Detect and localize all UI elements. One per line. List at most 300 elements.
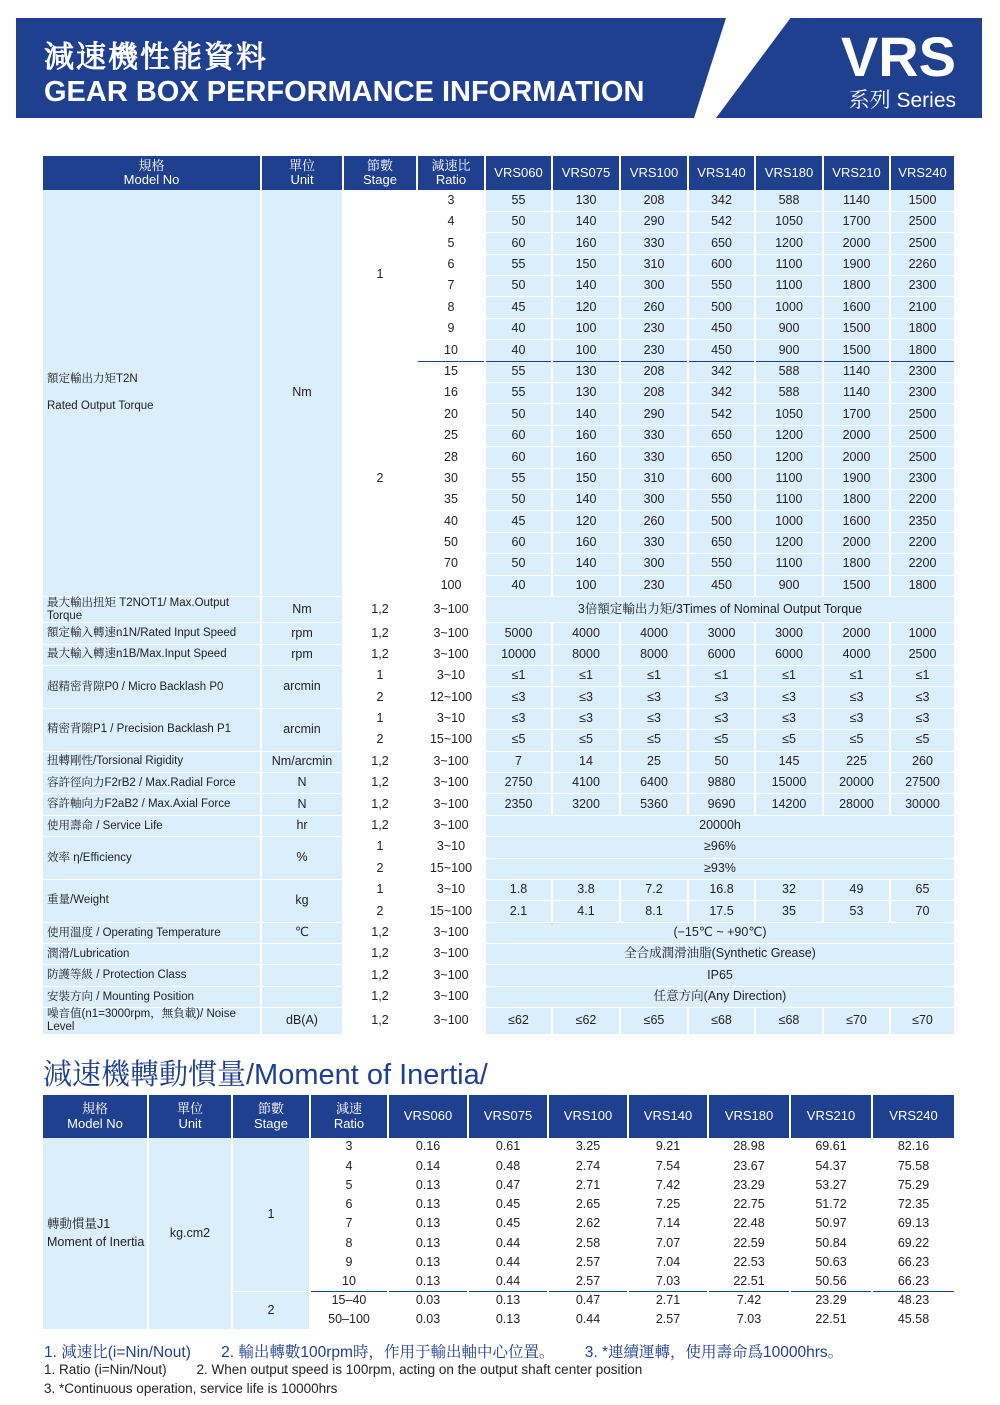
max_speed-value: 6000 [755,644,823,665]
table-row [43,772,955,793]
precision_backlash-value: ≤5 [620,730,688,751]
table-row [43,965,955,986]
torque-value: 650 [688,425,755,446]
ratio-cell: 20 [417,404,485,425]
torque-value: 330 [620,425,688,446]
table-row [43,922,955,943]
inertia-value: 22.75 [708,1196,790,1215]
ratio-cell: 6 [310,1196,388,1215]
torque-value: 1500 [823,575,890,596]
rated-torque-label-zh: 額定輸出力矩T2N [47,373,138,386]
inertia-value: 0.13 [388,1215,468,1234]
max_speed-value: 4000 [823,644,890,665]
max_torque-ratio: 3~100 [417,596,485,622]
ratio-cell: 15 [417,361,485,382]
radial-value: 27500 [890,772,955,793]
col-model-2: VRS100 [548,1095,628,1138]
torque-value: 140 [552,489,620,510]
torque-value: 150 [552,254,620,275]
ratio-cell: 7 [310,1215,388,1234]
axial-stage: 1,2 [343,794,417,815]
table-row [43,837,955,858]
noise-label: 噪音值(n1=3000rpm，無負載)/ Noise Level [43,1008,261,1034]
rated_speed-value: 4000 [552,623,620,644]
torque-value: 100 [552,318,620,339]
inertia-value: 69.61 [790,1138,872,1157]
ratio-cell: 10 [417,340,485,361]
precision_backlash-value: ≤3 [890,708,955,729]
precision_backlash-label: 精密背隙P1 / Precision Backlash P1 [43,708,261,751]
torque-value: 208 [620,383,688,404]
lubrication-stage: 1,2 [343,944,417,965]
torque-value: 130 [552,383,620,404]
torque-value: 1200 [755,425,823,446]
rated_speed-value: 1000 [890,623,955,644]
inertia-value: 0.13 [388,1253,468,1272]
ratio-cell: 9 [310,1253,388,1272]
inertia-value: 22.51 [708,1272,790,1291]
table-row [43,1008,955,1034]
efficiency-stage: 1 [343,837,417,858]
rated_speed-unit: rpm [261,623,343,644]
torque-value: 2000 [823,233,890,254]
life-stage: 1,2 [343,815,417,836]
torque-value: 2500 [890,404,955,425]
inertia-value: 0.61 [468,1138,548,1157]
rigidity-ratio: 3~100 [417,751,485,772]
rigidity-label: 扭轉剛性/Torsional Rigidity [43,751,261,772]
max_speed-unit: rpm [261,644,343,665]
weight-value: 17.5 [688,901,755,922]
noise-unit: dB(A) [261,1008,343,1034]
torque-value: 100 [552,575,620,596]
torque-value: 260 [620,297,688,318]
torque-value: 330 [620,233,688,254]
torque-value: 900 [755,575,823,596]
table-row [43,944,955,965]
efficiency-label: 效率 η/Efficiency [43,837,261,880]
table-row [43,596,955,622]
col-model-2: VRS100 [620,156,688,190]
inertia-value: 22.51 [790,1311,872,1330]
inertia-value: 66.23 [872,1272,955,1291]
inertia-value: 0.13 [468,1311,548,1330]
micro_backlash-value: ≤1 [890,665,955,686]
inertia-value: 45.58 [872,1311,955,1330]
torque-value: 2100 [890,297,955,318]
micro_backlash-stage: 1 [343,665,417,686]
protection-value: IP65 [485,965,955,986]
precision_backlash-value: ≤5 [823,730,890,751]
table-row [43,794,955,815]
micro_backlash-stage: 2 [343,687,417,708]
torque-value: 1200 [755,447,823,468]
micro_backlash-value: ≤3 [620,687,688,708]
col-ratio: 減速 Ratio [310,1095,388,1138]
micro_backlash-label: 超精密背隙P0 / Micro Backlash P0 [43,665,261,708]
torque-value: 1800 [890,575,955,596]
col-ratio: 減速比 Ratio [417,156,485,190]
inertia-value: 7.14 [628,1215,708,1234]
efficiency-value: ≥96% [485,837,955,858]
inertia-value: 72.35 [872,1196,955,1215]
inertia-value: 48.23 [872,1292,955,1311]
torque-value: 588 [755,190,823,211]
torque-value: 55 [485,383,552,404]
inertia-value: 7.03 [708,1311,790,1330]
axial-value: 9690 [688,794,755,815]
weight-unit: kg [261,879,343,922]
ratio-cell: 3 [310,1138,388,1157]
axial-ratio: 3~100 [417,794,485,815]
inertia-value: 50.56 [790,1272,872,1291]
rigidity-value: 225 [823,751,890,772]
lubrication-unit [261,944,343,965]
temperature-stage: 1,2 [343,922,417,943]
torque-value: 330 [620,532,688,553]
torque-value: 1200 [755,532,823,553]
torque-value: 550 [688,489,755,510]
noise-value: ≤62 [485,1008,552,1034]
precision_backlash-value: ≤3 [620,708,688,729]
max_speed-value: 2500 [890,644,955,665]
torque-value: 2200 [890,532,955,553]
weight-value: 65 [890,879,955,900]
torque-value: 160 [552,425,620,446]
col-model-6: VRS240 [872,1095,955,1138]
ratio-cell: 15–40 [310,1292,388,1311]
ratio-cell: 8 [310,1234,388,1253]
inertia-value: 7.04 [628,1253,708,1272]
col-model-0: VRS060 [388,1095,468,1138]
precision_backlash-value: ≤3 [552,708,620,729]
footnote-1-en: 1. Ratio (i=Nin/Nout) [44,1362,167,1377]
torque-value: 300 [620,554,688,575]
table-row [43,623,955,644]
inertia-value: 50.63 [790,1253,872,1272]
ratio-cell: 35 [417,489,485,510]
col-stage: 節數 Stage [232,1095,310,1138]
precision_backlash-value: ≤5 [890,730,955,751]
micro_backlash-value: ≤3 [688,687,755,708]
torque-value: 230 [620,575,688,596]
torque-value: 160 [552,233,620,254]
torque-value: 1100 [755,468,823,489]
col-model-3: VRS140 [688,156,755,190]
torque-value: 2200 [890,489,955,510]
inertia-unit: kg.cm2 [148,1138,232,1330]
torque-value: 650 [688,233,755,254]
ratio-cell: 28 [417,447,485,468]
rated_speed-ratio: 3~100 [417,623,485,644]
torque-value: 55 [485,254,552,275]
inertia-value: 28.98 [708,1138,790,1157]
inertia-value: 2.57 [548,1253,628,1272]
inertia-value: 7.54 [628,1157,708,1176]
torque-value: 600 [688,254,755,275]
footnote-3-en: 3. *Continuous operation, service life is 10000hrs [44,1381,338,1396]
footnotes-en [44,1362,668,1377]
inertia-value: 22.53 [708,1253,790,1272]
rated_speed-value: 3000 [755,623,823,644]
table-row [43,815,955,836]
torque-value: 45 [485,297,552,318]
inertia-value: 69.13 [872,1215,955,1234]
torque-value: 50 [485,489,552,510]
ratio-cell: 8 [417,297,485,318]
micro_backlash-value: ≤1 [552,665,620,686]
mounting-stage: 1,2 [343,986,417,1007]
ratio-cell: 3 [417,190,485,211]
torque-value: 450 [688,575,755,596]
table-row [43,1138,955,1157]
max_speed-value: 8000 [620,644,688,665]
torque-value: 40 [485,318,552,339]
micro_backlash-value: ≤1 [755,665,823,686]
torque-value: 60 [485,447,552,468]
col-model: 規格 Model No [43,1095,148,1138]
temperature-label: 使用溫度 / Operating Temperature [43,922,261,943]
torque-value: 542 [688,211,755,232]
mounting-ratio: 3~100 [417,986,485,1007]
weight-label: 重量/Weight [43,879,261,922]
protection-ratio: 3~100 [417,965,485,986]
torque-value: 60 [485,233,552,254]
torque-value: 150 [552,468,620,489]
weight-stage: 2 [343,901,417,922]
weight-value: 4.1 [552,901,620,922]
torque-value: 55 [485,190,552,211]
ratio-cell: 70 [417,554,485,575]
inertia-value: 23.67 [708,1157,790,1176]
torque-value: 1900 [823,468,890,489]
micro_backlash-value: ≤3 [755,687,823,708]
torque-value: 300 [620,489,688,510]
radial-value: 6400 [620,772,688,793]
torque-value: 1100 [755,489,823,510]
inertia-value: 50.84 [790,1234,872,1253]
efficiency-ratio: 15~100 [417,858,485,879]
micro_backlash-value: ≤3 [552,687,620,708]
inertia-header-row [43,1095,955,1138]
lubrication-value: 全合成潤滑油脂(Synthetic Grease) [485,944,955,965]
inertia-value: 0.44 [468,1234,548,1253]
max_speed-value: 8000 [552,644,620,665]
precision_backlash-value: ≤5 [688,730,755,751]
rated_speed-value: 2000 [823,623,890,644]
torque-value: 140 [552,211,620,232]
ratio-cell: 9 [417,318,485,339]
torque-value: 40 [485,575,552,596]
inertia-value: 0.47 [468,1176,548,1195]
inertia-value: 23.29 [708,1176,790,1195]
radial-value: 9880 [688,772,755,793]
efficiency-value: ≥93% [485,858,955,879]
temperature-ratio: 3~100 [417,922,485,943]
ratio-cell: 7 [417,276,485,297]
ratio-cell: 16 [417,383,485,404]
torque-value: 55 [485,468,552,489]
max_speed-value: 10000 [485,644,552,665]
micro_backlash-value: ≤3 [890,687,955,708]
inertia-table [43,1095,956,1330]
col-model-1: VRS075 [552,156,620,190]
stage-2: 2 [343,361,417,596]
torque-value: 120 [552,511,620,532]
series-name: VRS [840,25,956,88]
torque-value: 1140 [823,361,890,382]
torque-value: 2500 [890,447,955,468]
radial-value: 2750 [485,772,552,793]
temperature-unit: ℃ [261,922,343,943]
table-row [43,751,955,772]
torque-value: 1800 [823,489,890,510]
noise-stage: 1,2 [343,1008,417,1034]
inertia-value: 0.44 [548,1311,628,1330]
inertia-value: 53.27 [790,1176,872,1195]
precision_backlash-stage: 2 [343,730,417,751]
lubrication-ratio: 3~100 [417,944,485,965]
weight-value: 16.8 [688,879,755,900]
inertia-value: 0.45 [468,1196,548,1215]
ratio-cell: 25 [417,425,485,446]
footnote-2-en: 2. When output speed is 100rpm, acting on the output shaft center position [196,1362,643,1377]
radial-unit: N [261,772,343,793]
col-model-5: VRS210 [823,156,890,190]
torque-value: 100 [552,340,620,361]
torque-value: 1800 [890,318,955,339]
radial-label: 容許徑向力F2rB2 / Max.Radial Force [43,772,261,793]
ratio-cell: 4 [310,1157,388,1176]
torque-value: 60 [485,425,552,446]
axial-value: 28000 [823,794,890,815]
page-title-zh: 減速機性能資料 [44,41,268,74]
torque-value: 208 [620,190,688,211]
radial-ratio: 3~100 [417,772,485,793]
torque-value: 650 [688,447,755,468]
torque-value: 1800 [890,340,955,361]
noise-value: ≤70 [890,1008,955,1034]
table-row [43,879,955,900]
weight-value: 70 [890,901,955,922]
inertia-value: 2.71 [628,1292,708,1311]
protection-unit [261,965,343,986]
precision_backlash-value: ≤3 [688,708,755,729]
col-model-4: VRS180 [708,1095,790,1138]
torque-value: 1700 [823,404,890,425]
rated-torque-label [43,190,261,596]
rated_speed-value: 4000 [620,623,688,644]
rated_speed-label: 額定輸入轉速n1N/Rated Input Speed [43,623,261,644]
torque-value: 55 [485,361,552,382]
rigidity-value: 25 [620,751,688,772]
inertia-value: 22.48 [708,1215,790,1234]
weight-value: 53 [823,901,890,922]
series-label: 系列 Series [848,89,956,112]
inertia-value: 2.57 [548,1272,628,1291]
weight-value: 35 [755,901,823,922]
precision_backlash-value: ≤5 [552,730,620,751]
col-unit: 單位 Unit [148,1095,232,1138]
ratio-cell: 5 [310,1176,388,1195]
micro_backlash-ratio: 3~10 [417,665,485,686]
torque-value: 1140 [823,190,890,211]
ratio-cell: 6 [417,254,485,275]
rigidity-value: 50 [688,751,755,772]
inertia-value: 7.25 [628,1196,708,1215]
torque-value: 1900 [823,254,890,275]
inertia-label-zh: 轉動慣量J1 [47,1216,111,1231]
inertia-value: 0.44 [468,1253,548,1272]
radial-value: 15000 [755,772,823,793]
torque-value: 1800 [823,276,890,297]
temperature-value: (−15℃ ~ +90℃) [485,922,955,943]
torque-value: 300 [620,276,688,297]
torque-value: 450 [688,340,755,361]
radial-value: 20000 [823,772,890,793]
axial-value: 3200 [552,794,620,815]
micro_backlash-value: ≤1 [485,665,552,686]
col-model-4: VRS180 [755,156,823,190]
inertia-value: 51.72 [790,1196,872,1215]
stage-1: 1 [232,1138,310,1292]
rigidity-value: 7 [485,751,552,772]
micro_backlash-value: ≤1 [620,665,688,686]
axial-value: 5360 [620,794,688,815]
inertia-value: 0.03 [388,1292,468,1311]
table-row [43,708,955,729]
inertia-value: 82.16 [872,1138,955,1157]
inertia-label [43,1138,148,1330]
inertia-value: 0.03 [388,1311,468,1330]
micro_backlash-ratio: 12~100 [417,687,485,708]
torque-value: 1500 [823,340,890,361]
inertia-value: 0.13 [388,1272,468,1291]
rigidity-value: 145 [755,751,823,772]
torque-value: 1700 [823,211,890,232]
col-model-0: VRS060 [485,156,552,190]
torque-value: 1050 [755,404,823,425]
torque-value: 50 [485,276,552,297]
ratio-cell: 50–100 [310,1311,388,1330]
inertia-value: 7.42 [628,1176,708,1195]
torque-value: 260 [620,511,688,532]
lubrication-label: 潤滑/Lubrication [43,944,261,965]
torque-value: 50 [485,211,552,232]
inertia-value: 50.97 [790,1215,872,1234]
inertia-value: 7.42 [708,1292,790,1311]
max_torque-label: 最大輸出扭矩 T2NOT1/ Max.Output Torque [43,596,261,622]
torque-value: 230 [620,340,688,361]
weight-ratio: 3~10 [417,879,485,900]
torque-value: 2300 [890,468,955,489]
max_speed-label: 最大輸入轉速n1B/Max.Input Speed [43,644,261,665]
noise-ratio: 3~100 [417,1008,485,1034]
torque-value: 342 [688,190,755,211]
inertia-value: 0.13 [388,1234,468,1253]
life-unit: hr [261,815,343,836]
weight-value: 32 [755,879,823,900]
performance-table [43,156,956,1035]
torque-value: 120 [552,297,620,318]
precision_backlash-value: ≤3 [485,708,552,729]
weight-value: 7.2 [620,879,688,900]
weight-value: 2.1 [485,901,552,922]
ratio-cell: 10 [310,1272,388,1291]
torque-value: 550 [688,276,755,297]
inertia-value: 0.13 [388,1176,468,1195]
inertia-value: 22.59 [708,1234,790,1253]
